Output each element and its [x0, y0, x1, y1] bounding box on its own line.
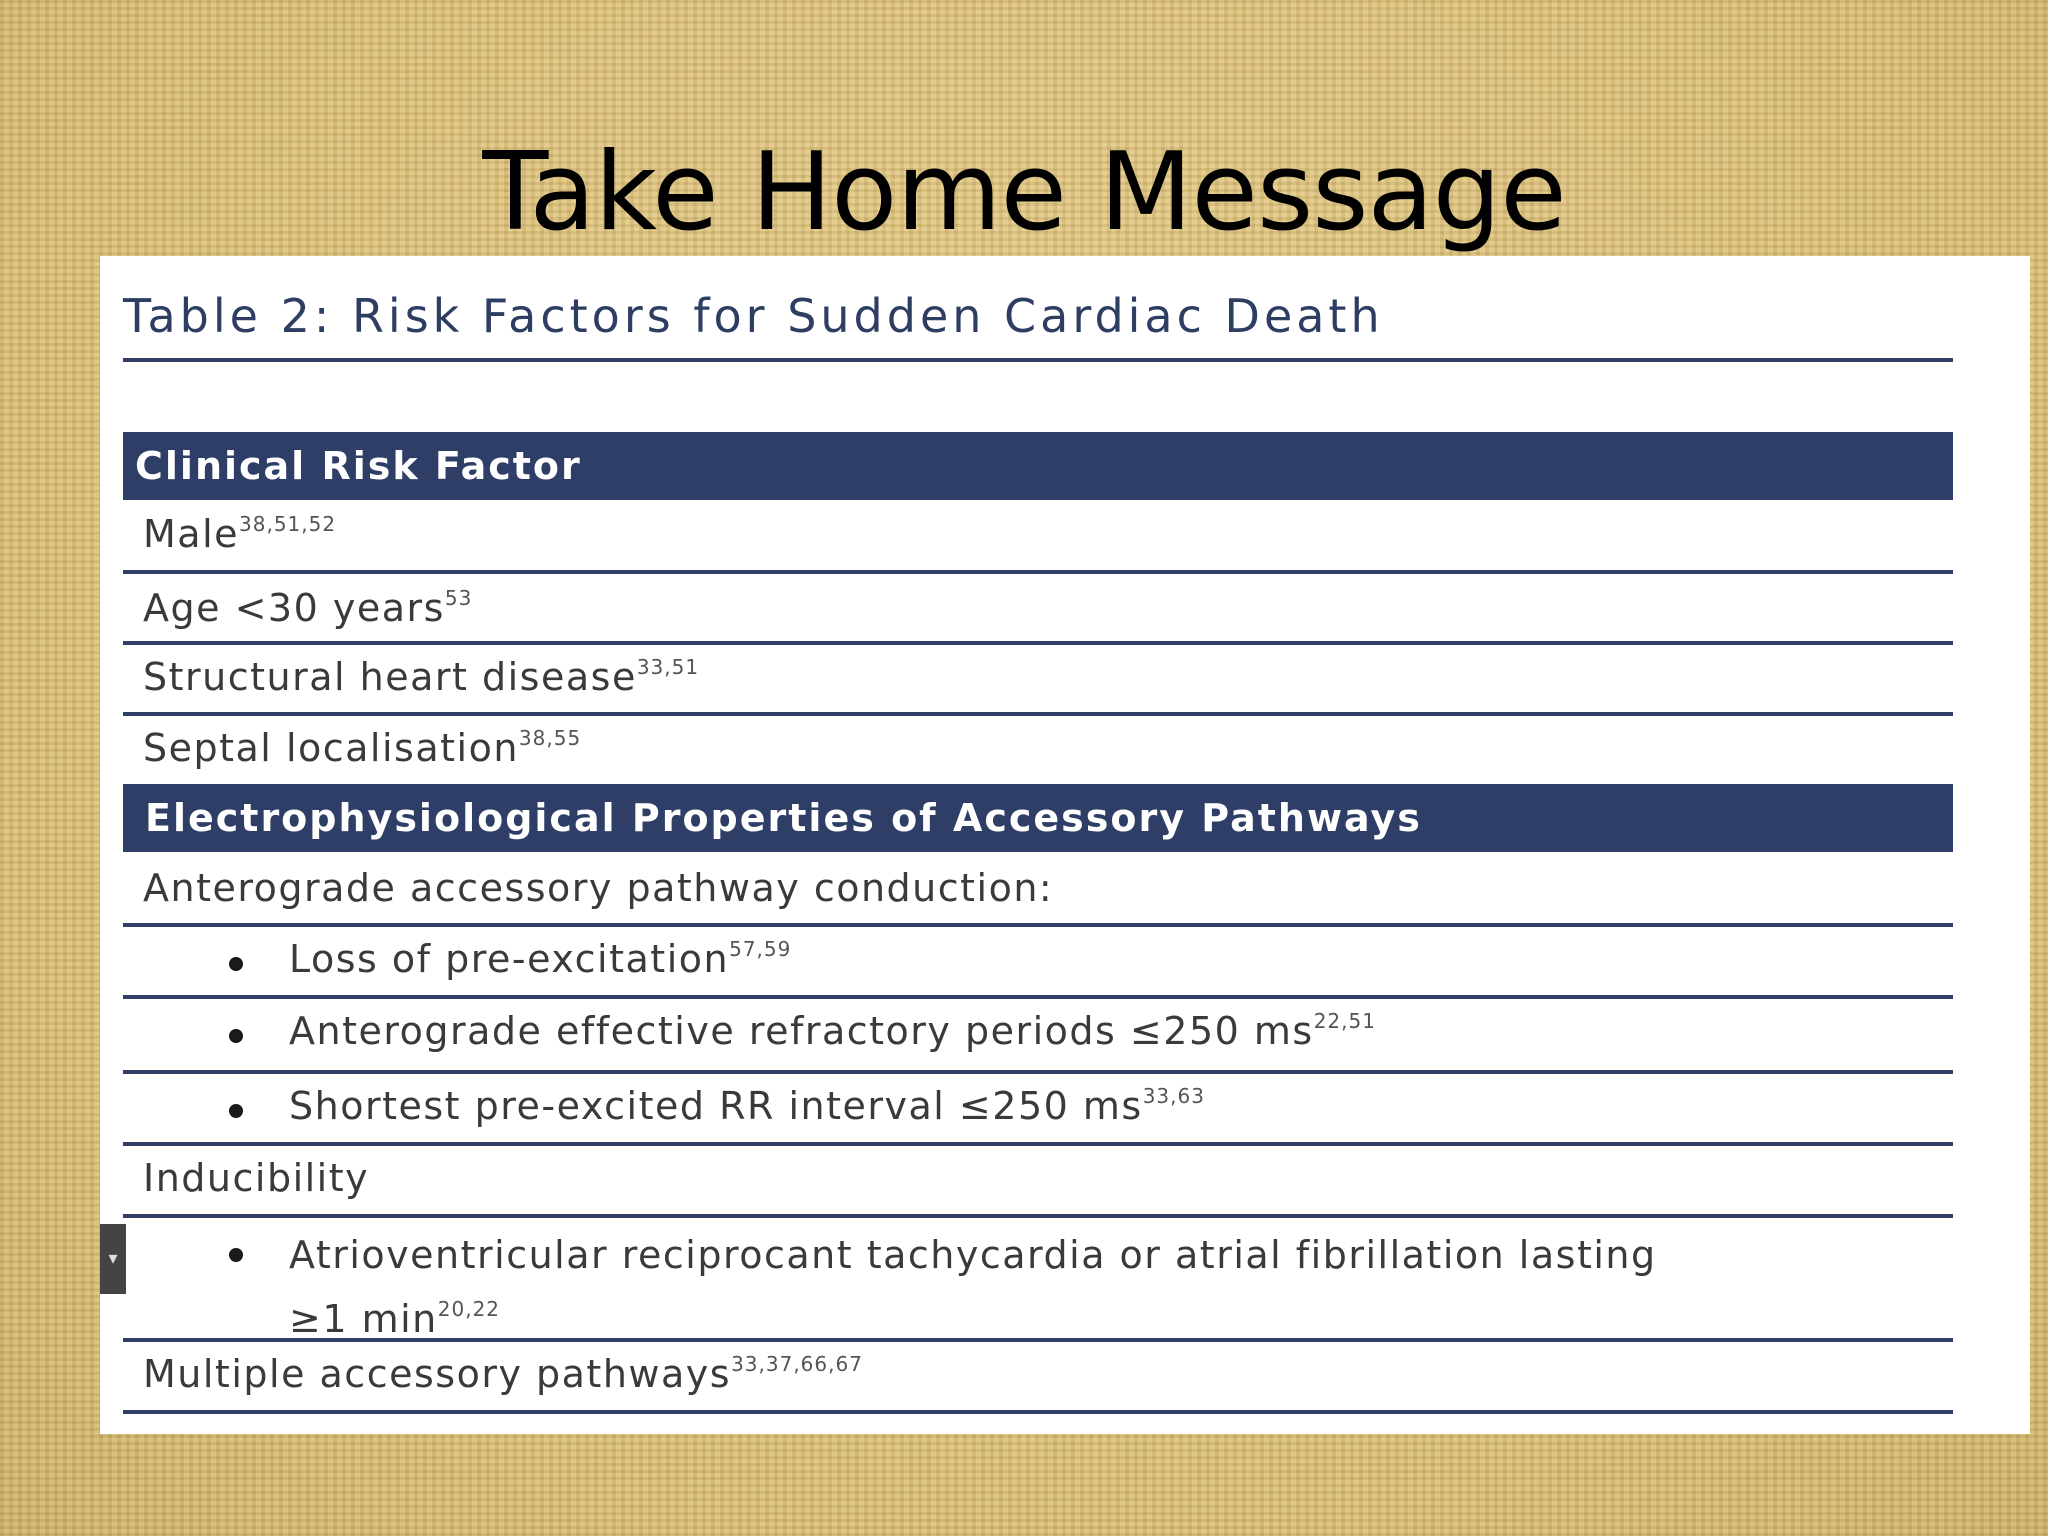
table-row: [123, 1342, 1953, 1414]
table-row: [123, 574, 1953, 645]
reference-superscript: 33,63: [1142, 1084, 1205, 1108]
row-label: Anterograde accessory pathway conduction:: [143, 866, 1054, 910]
reference-superscript: 20,22: [437, 1297, 501, 1321]
table-row: [123, 1146, 1953, 1218]
section-header-clinical: Clinical Risk Factor: [123, 432, 1953, 500]
table-row: [123, 1074, 1953, 1146]
slide-title: Take Home Message: [482, 130, 1566, 255]
bullet-icon: [229, 1248, 243, 1262]
table-row: [123, 500, 1953, 574]
row-label: Age <30 years: [143, 586, 445, 630]
section-header-electrophysiological: Electrophysiological Properties of Accessory Pathways: [123, 784, 1953, 852]
row-label: Multiple accessory pathways: [143, 1352, 732, 1396]
row-label: Structural heart disease: [143, 655, 637, 699]
bullet-icon: [229, 1029, 243, 1043]
caption-divider: [123, 358, 1953, 362]
reference-superscript: 38,55: [518, 726, 582, 750]
reference-superscript: 38,51,52: [239, 512, 337, 536]
row-label-line1: Atrioventricular reciprocant tachycardia or atrial fibrillation lasting: [289, 1233, 1657, 1277]
side-tab-handle[interactable]: ▾: [100, 1224, 126, 1294]
bullet-icon: [229, 957, 243, 971]
row-label: Shortest pre-excited RR interval ≤250 ms: [289, 1084, 1143, 1128]
row-label: Anterograde effective refractory periods ≤250 ms: [289, 1009, 1314, 1053]
reference-superscript: 57,59: [729, 937, 792, 961]
reference-superscript: 22,51: [1313, 1009, 1376, 1033]
table-row: [123, 716, 1953, 784]
table-caption: Table 2: Risk Factors for Sudden Cardiac Death: [123, 289, 1384, 343]
reference-superscript: 53: [444, 586, 473, 610]
row-label: Septal localisation: [143, 726, 519, 770]
table-row: [123, 999, 1953, 1074]
row-label: Inducibility: [143, 1156, 370, 1200]
table-row: [123, 645, 1953, 716]
reference-superscript: 33,51: [636, 655, 700, 679]
row-label: Male: [143, 512, 240, 556]
table-row: [123, 927, 1953, 999]
row-label: Loss of pre-excitation: [289, 937, 730, 981]
reference-superscript: 33,37,66,67: [731, 1352, 863, 1376]
table-row: [123, 852, 1953, 927]
bullet-icon: [229, 1104, 243, 1118]
table-row: [123, 1218, 1953, 1342]
row-label-line2: ≥1 min: [289, 1297, 438, 1341]
